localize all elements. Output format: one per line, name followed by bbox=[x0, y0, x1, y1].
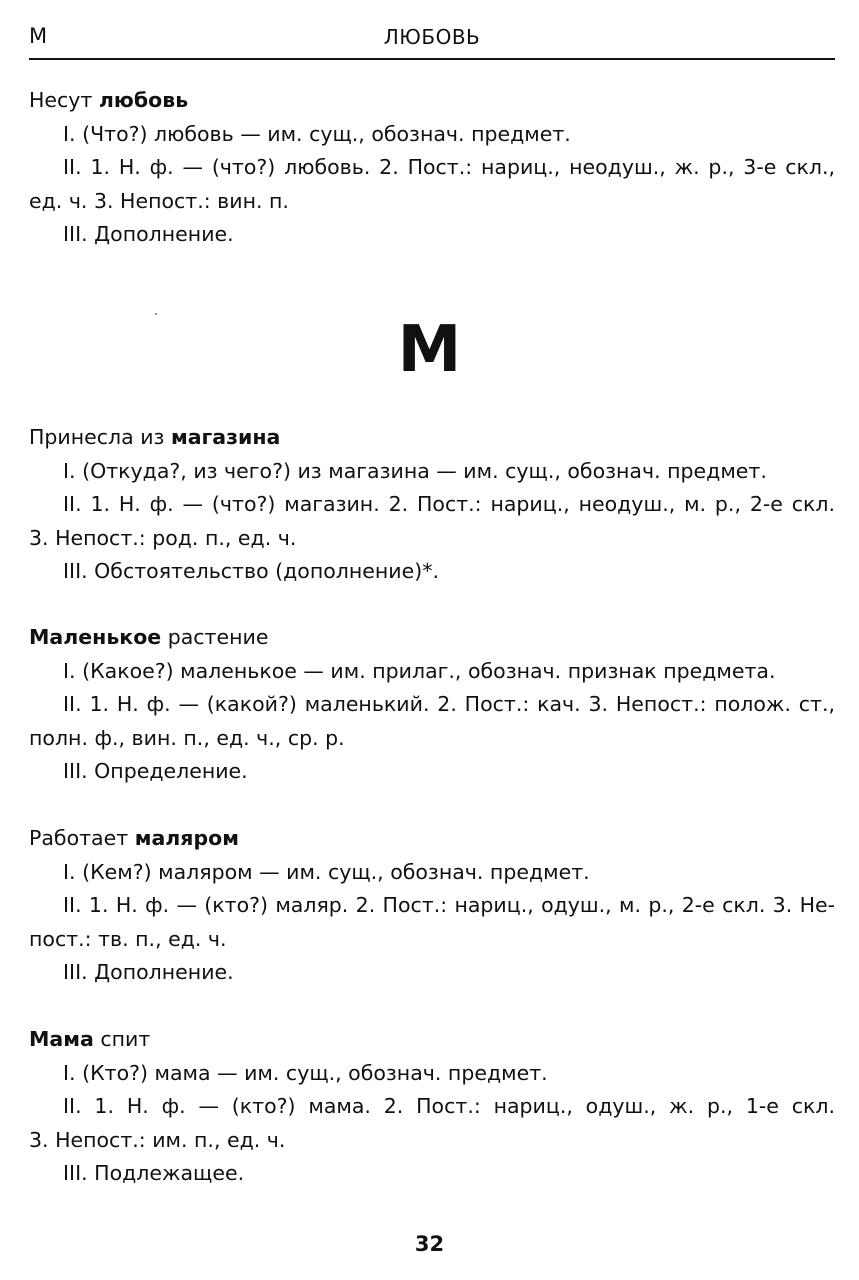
phrase-headword: магазина bbox=[170, 425, 281, 449]
phrase-text: Принесла из bbox=[29, 425, 171, 449]
entry-part-2: II. 1. Н. ф. — (что?) любовь. 2. Пост.: нариц., неодуш., ж. р., 3-е скл., bbox=[63, 155, 835, 179]
parse-entry bbox=[29, 84, 835, 252]
entry-phrase bbox=[29, 1023, 835, 1057]
entry-part-2-continued: 3. Непост.: род. п., ед. ч. bbox=[29, 525, 297, 550]
phrase-text: растение bbox=[161, 625, 269, 649]
entry-part-2: II. 1. Н. ф. — (какой?) маленький. 2. Пост.: кач. 3. Непост.: полож. ст., bbox=[63, 692, 835, 716]
entry-part-2: II. 1. Н. ф. — (что?) магазин. 2. Пост.: нариц., неодуш., м. р., 2-е скл. bbox=[63, 492, 835, 516]
phrase-text: спит bbox=[93, 1027, 151, 1051]
entry-part-1: I. (Кем?) маляром — им. сущ., обознач. предмет. bbox=[63, 859, 590, 884]
entry-part-2-continued: ед. ч. 3. Непост.: вин. п. bbox=[29, 188, 289, 213]
entry-part-2: II. 1. Н. ф. — (кто?) маляр. 2. Пост.: нариц., одуш., м. р., 2-е скл. 3. Не- bbox=[63, 893, 835, 917]
entry-part-1: I. (Кто?) мама — им. сущ., обознач. предмет. bbox=[63, 1060, 548, 1085]
entry-part-1: I. (Что?) любовь — им. сущ., обознач. предмет. bbox=[63, 121, 571, 146]
entry-part-1: I. (Откуда?, из чего?) из магазина — им. сущ., обознач. предмет. bbox=[63, 458, 767, 483]
entry-part-2-continued: полн. ф., вин. п., ед. ч., ср. р. bbox=[29, 725, 345, 750]
entry-part-2: II. 1. Н. ф. — (кто?) мама. 2. Пост.: нариц., одуш., ж. р., 1-е скл. bbox=[63, 1094, 835, 1118]
entry-phrase bbox=[29, 84, 835, 118]
entry-part-2-continued: 3. Непост.: им. п., ед. ч. bbox=[29, 1127, 286, 1152]
phrase-headword: Мама bbox=[29, 1027, 94, 1051]
running-head bbox=[29, 20, 835, 60]
parse-entry bbox=[29, 421, 835, 589]
entry-phrase bbox=[29, 822, 835, 856]
parse-entry bbox=[29, 1023, 835, 1191]
entry-part-3: III. Подлежащее. bbox=[63, 1161, 245, 1185]
running-head-word: ЛЮБОВЬ bbox=[383, 25, 481, 49]
entry-part-3: III. Дополнение. bbox=[63, 222, 234, 246]
running-head-letter: М bbox=[29, 24, 48, 48]
entry-part-3: III. Обстоятельство (дополнение)*. bbox=[63, 559, 440, 583]
phrase-text: Несут bbox=[29, 88, 99, 112]
phrase-text: Работает bbox=[29, 826, 135, 850]
phrase-headword: любовь bbox=[98, 88, 189, 112]
entry-part-1: I. (Какое?) маленькое — им. прилаг., обознач. признак предмета. bbox=[63, 658, 776, 683]
entry-phrase bbox=[29, 421, 835, 455]
entry-part-3: III. Определение. bbox=[63, 759, 248, 783]
entry-phrase bbox=[29, 621, 835, 655]
phrase-headword: Маленькое bbox=[29, 625, 162, 649]
parse-entry bbox=[29, 621, 835, 789]
entry-part-2-continued: пост.: тв. п., ед. ч. bbox=[29, 926, 227, 951]
entry-part-3: III. Дополнение. bbox=[63, 960, 234, 984]
phrase-headword: маляром bbox=[134, 826, 239, 850]
section-letter-heading: М bbox=[397, 313, 462, 387]
parse-entry bbox=[29, 822, 835, 990]
page-number: 32 bbox=[414, 1232, 445, 1256]
